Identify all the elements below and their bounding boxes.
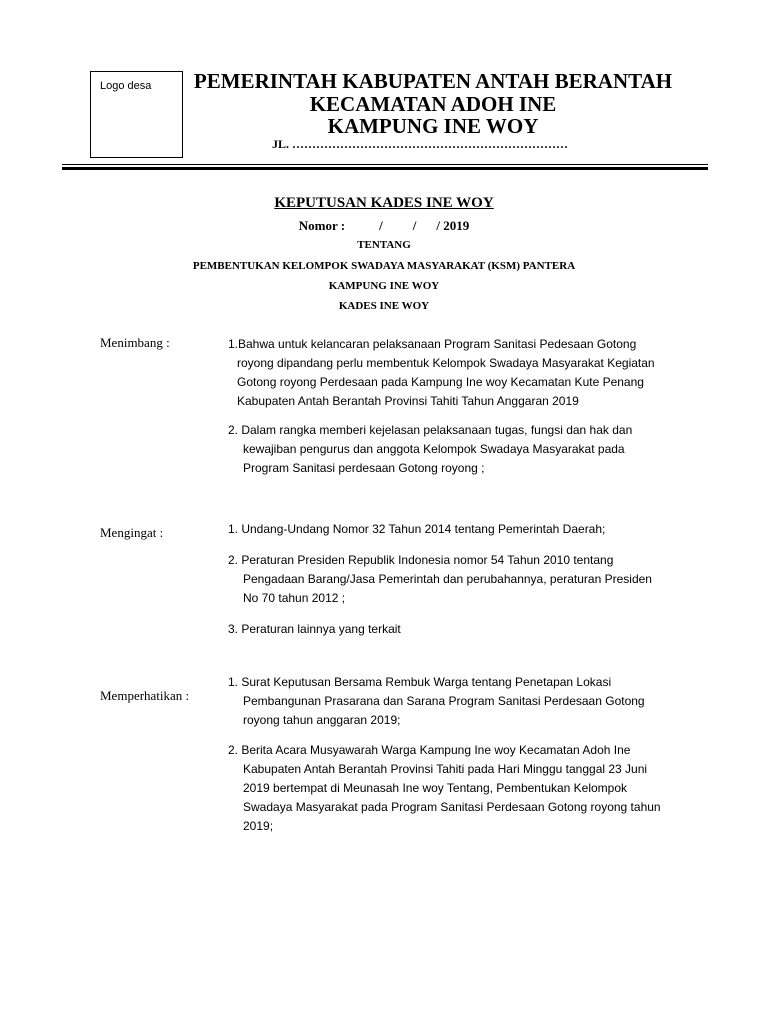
- letterhead-village: KAMPUNG INE WOY: [327, 114, 539, 138]
- section-label-menimbang: Menimbang :: [100, 335, 170, 350]
- decree-number-sep1: /: [379, 218, 383, 233]
- mengingat-item-3: [228, 620, 688, 639]
- item-line: 3. Peraturan lainnya yang terkait: [228, 622, 401, 636]
- item-line: 2019 bertempat di Meunasah Ine woy Tentang, Pembentukan Kelompok: [243, 781, 628, 795]
- item-line: kewajiban pengurus dan anggota Kelompok Swadaya Masyarakat pada: [243, 442, 625, 456]
- item-line: royong tahun anggaran 2019;: [243, 713, 401, 727]
- menimbang-item-2: [228, 421, 688, 478]
- logo-placeholder: [90, 71, 183, 158]
- decree-number-label: Nomor :: [298, 218, 346, 233]
- letterhead-divider-thick: [62, 167, 708, 170]
- item-line: Pembangunan Prasarana dan Sarana Program Sanitasi Perdesaan Gotong: [243, 694, 645, 708]
- letterhead-divider-thin: [62, 164, 708, 165]
- item-line: 1. Undang-Undang Nomor 32 Tahun 2014 tentang Pemerintah Daerah;: [228, 522, 606, 536]
- decree-subject-line-3: KADES INE WOY: [338, 300, 430, 312]
- item-line: 1.Bahwa untuk kelancaran pelaksanaan Program Sanitasi Pedesaan Gotong: [228, 337, 637, 351]
- decree-title: KEPUTUSAN KADES INE WOY: [274, 195, 494, 211]
- item-line: 1. Surat Keputusan Bersama Rembuk Warga tentang Penetapan Lokasi: [228, 675, 612, 689]
- section-label-memperhatikan: Memperhatikan :: [100, 688, 190, 703]
- decree-number: [0, 218, 768, 234]
- item-line: Swadaya Masyarakat pada Program Sanitasi Perdesaan Gotong royong tahun: [243, 800, 661, 814]
- letterhead-government: PEMERINTAH KABUPATEN ANTAH BERANTAH: [193, 69, 673, 93]
- item-line: Kabupaten Antah Berantah Provinsi Tahiti pada Hari Minggu tanggal 23 Juni: [243, 762, 648, 776]
- memperhatikan-item-1: [228, 673, 688, 730]
- item-line: No 70 tahun 2012 ;: [243, 591, 346, 605]
- mengingat-item-2: [228, 551, 688, 608]
- item-line: Program Sanitasi perdesaan Gotong royong ;: [243, 461, 485, 475]
- item-line: Gotong royong Perdesaan pada Kampung Ine woy Kecamatan Kute Penang: [237, 375, 644, 389]
- item-line: Kabupaten Antah Berantah Provinsi Tahiti Tahun Anggaran 2019: [237, 394, 579, 408]
- decree-subject-line-1: PEMBENTUKAN KELOMPOK SWADAYA MASYARAKAT (KSM) PANTERA: [192, 260, 576, 272]
- decree-about: TENTANG: [357, 239, 411, 251]
- item-line: 2. Peraturan Presiden Republik Indonesia nomor 54 Tahun 2010 tentang: [228, 553, 614, 567]
- decree-number-sep2: /: [412, 218, 417, 233]
- item-line: 2019;: [243, 819, 274, 833]
- menimbang-item-1: [228, 335, 688, 411]
- mengingat-item-1: [228, 520, 688, 539]
- memperhatikan-item-2: [228, 741, 688, 836]
- item-line: 2. Berita Acara Musyawarah Warga Kampung Ine woy Kecamatan Adoh Ine: [228, 743, 631, 757]
- letterhead-district: KECAMATAN ADOH INE: [309, 92, 557, 116]
- item-line: royong dipandang perlu membentuk Kelompok Swadaya Masyarakat Kegiatan: [237, 356, 655, 370]
- logo-label: Logo desa: [100, 80, 152, 92]
- section-label-mengingat: Mengingat :: [100, 525, 164, 540]
- item-line: 2. Dalam rangka memberi kejelasan pelaksanaan tugas, fungsi dan hak dan: [228, 423, 633, 437]
- decree-subject-line-2: KAMPUNG INE WOY: [328, 280, 440, 292]
- letterhead-address: JL. ……………………………………………………………: [272, 137, 569, 151]
- item-line: Pengadaan Barang/Jasa Pemerintah dan perubahannya, peraturan Presiden: [243, 572, 652, 586]
- decree-number-year: / 2019: [436, 218, 470, 233]
